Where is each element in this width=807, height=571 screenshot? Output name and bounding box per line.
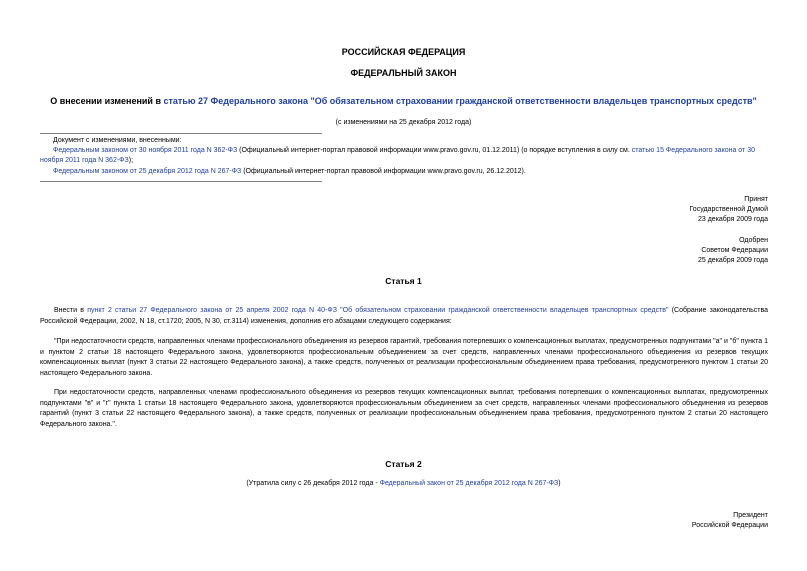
law-type-heading: ФЕДЕРАЛЬНЫЙ ЗАКОН <box>350 68 457 78</box>
change-item-1-link[interactable]: Федеральным законом от 30 ноября 2011 года N 362-ФЗ <box>53 147 238 154</box>
approved-line-1: Одобрен <box>739 237 768 244</box>
signature-line-1: Президент <box>733 512 768 519</box>
change-item-2-link[interactable]: Федеральным законом от 25 декабря 2012 года N 267-ФЗ <box>53 168 242 175</box>
article-1-p1-start: Внести в <box>54 307 88 314</box>
adopted-line-1: Принят <box>744 196 768 203</box>
revision-note: (с изменениями на 25 декабря 2012 года) <box>335 119 472 126</box>
change-item-2-text: (Официальный интернет-портал правовой информации www.pravo.gov.ru, 26.12.2012). <box>241 168 526 175</box>
article-1-paragraph-1 <box>40 306 768 327</box>
change-item-1-end: ); <box>128 157 134 164</box>
article-1-paragraph-2: "При недостаточности средств, направленных членами профессионального объединения из резервов гарантий, требования потерпевших о компенсационных выплатах, предусмотренных подпунктами "а" и "б" пункта 1 и пунктом 2 статьи 18 настоящего Федерального закона, удовлетворяются профессиональным объединением за счет средств, направленных членами профессионального объединения из резервов текущих компенсационных выплат (пункт 3 статьи 22 настоящего Федерального закона), а также средств, полученных от реализации профессиональным объединением права требования, предусмотренного пунктом 1 статьи 20 настоящего Федерального закона. <box>40 338 768 377</box>
law-title-prefix: О внесении изменений в <box>50 96 164 106</box>
article-2-heading: Статья 2 <box>385 459 422 469</box>
article-1-p1-end: (Собрание законодательства Российской Федерации, 2002, N 18, ст.1720; 2005, N 30, ст.3114) изменения, дополнив его абзацами следующего содержания: <box>40 307 768 325</box>
adopted-line-3: 23 декабря 2009 года <box>697 216 768 223</box>
article-2-note <box>0 480 807 487</box>
divider-top <box>40 133 322 134</box>
article-2-note-end: ) <box>558 480 561 487</box>
change-item-1-article-link-cont[interactable]: 30 ноября 2011 года N 362-ФЗ <box>40 147 755 164</box>
changes-intro: Документ с изменениями, внесенными: <box>53 137 182 144</box>
adopted-block <box>689 195 768 225</box>
article-1-p1-link[interactable]: пункт 2 статьи 27 Федерального закона от 25 апреля 2002 года N 40-ФЗ "Об обязательном страховании гражданской ответственности владельцев транспортных средств" <box>87 307 669 314</box>
country-heading: РОССИЙСКАЯ ФЕДЕРАЦИЯ <box>341 47 466 57</box>
change-item-1 <box>40 146 770 166</box>
change-item-2 <box>53 167 526 177</box>
law-title <box>0 96 807 106</box>
law-title-link[interactable]: статью 27 Федерального закона "Об обязательном страховании гражданской ответственности владельцев транспортных средств" <box>163 96 757 106</box>
approved-block <box>698 236 768 266</box>
change-item-1-text: (Официальный интернет-портал правовой информации www.pravo.gov.ru, 01.12.2011) (о порядке вступления в силу см. <box>237 147 632 154</box>
article-2-note-link[interactable]: Федеральный закон от 25 декабря 2012 года N 267-ФЗ <box>379 480 559 487</box>
signature-block <box>692 511 768 531</box>
change-item-1-article-link[interactable]: статью 15 Федерального закона от <box>631 147 746 154</box>
article-2-note-start: (Утратила силу с 26 декабря 2012 года - <box>246 480 380 487</box>
approved-line-3: 25 декабря 2009 года <box>697 257 768 264</box>
adopted-line-2: Государственной Думой <box>689 206 768 213</box>
article-1-heading: Статья 1 <box>385 276 422 286</box>
approved-line-2: Советом Федерации <box>701 247 768 254</box>
signature-line-2: Российской Федерации <box>691 522 768 529</box>
divider-bottom <box>40 181 322 182</box>
article-1-paragraph-3: При недостаточности средств, направленных членами профессионального объединения из резервов текущих компенсационных выплат, требования потерпевших о компенсационных выплатах, предусмотренных подпунктами "в" и "г" пункта 1 статьи 18 настоящего Федерального закона, удовлетворяются профессиональным объединением за счет средств, направленных членами профессионального объединения из резервов гарантий (пункт 3 статьи 22 настоящего Федерального закона), а также средств, полученных от реализации профессиональным объединением права требования, предусмотренного пунктом 2 статьи 20 настоящего Федерального закона.". <box>40 389 768 428</box>
